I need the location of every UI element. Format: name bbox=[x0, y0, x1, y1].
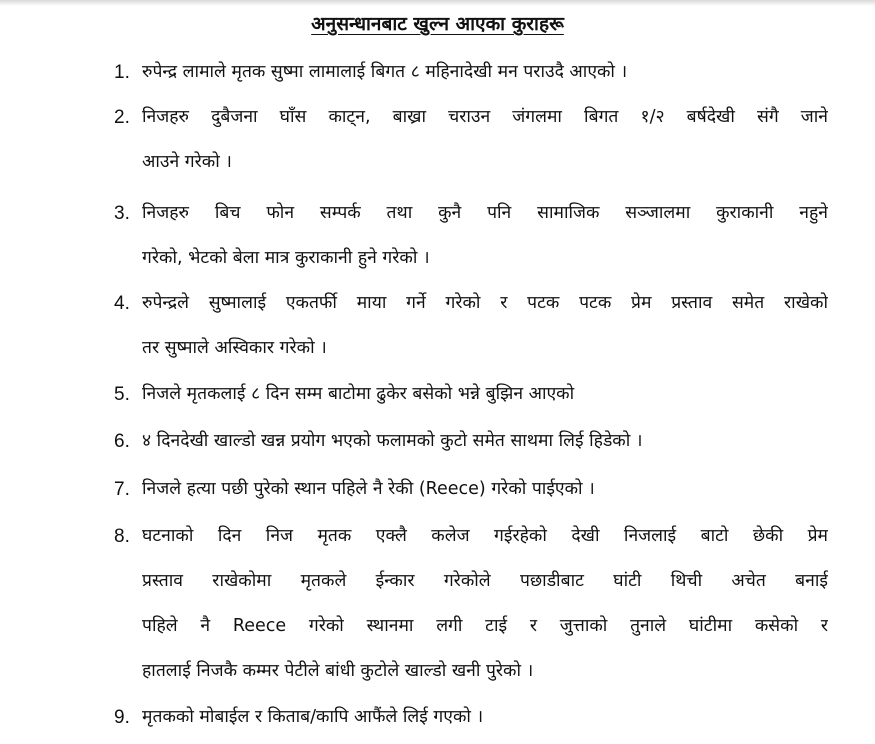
item-text-line: निजले हत्या पछी पुरेको स्थान पहिले नै रेकी (Reece) गरेको पाईएको । bbox=[142, 479, 595, 499]
item-number: 3. bbox=[114, 203, 130, 224]
item-text-line: प्रस्ताव राखेकोमा मृतकले ईन्कार गरेकोले पछाडीबाट घांटी थिची अचेत बनाई bbox=[142, 571, 828, 591]
item-text-line: पहिले नै Reece गरेको स्थानमा लगी टाई र जुत्ताको तुनाले घांटीमा कसेको र bbox=[142, 616, 828, 636]
item-text-line: मृतकको मोबाईल र किताब/कापि आफैंले लिई गएको । bbox=[142, 707, 484, 727]
item-text-line: तर सुष्माले अस्विकार गरेको । bbox=[142, 338, 327, 358]
item-text-line: रुपेन्द्रले सुष्मालाई एकतर्फी माया गर्ने गरेको र पटक पटक प्रेम प्रस्ताव समेत राखेको bbox=[142, 293, 828, 313]
item-text-line: घटनाको दिन निज मृतक एक्लै कलेज गईरहेको देखी निजलाई बाटो छेकी प्रेम bbox=[142, 526, 828, 546]
item-text-line: हातलाई निजकै कम्मर पेटीले बांधी कुटोले खाल्डो खनी पुरेको । bbox=[142, 661, 534, 681]
item-text-line: गरेको, भेटको बेला मात्र कुराकानी हुने गरेको । bbox=[142, 248, 430, 268]
item-text-line: आउने गरेको । bbox=[142, 152, 232, 172]
item-text-line: निजले मृतकलाई ८ दिन सम्म बाटोमा ढुकेर बसेको भन्ने बुझिन आएको bbox=[142, 384, 575, 404]
item-text-line: निजहरु दुबैजना घाँस काट्न, बाख्रा चराउन जंगलमा बिगत १/२ बर्षदेखी संगै जाने bbox=[142, 107, 828, 127]
item-text-line: निजहरु बिच फोन सम्पर्क तथा कुनै पनि सामाजिक सञ्जालमा कुराकानी नहुने bbox=[142, 203, 828, 223]
item-number: 7. bbox=[114, 479, 130, 500]
item-number: 5. bbox=[114, 384, 130, 405]
item-number: 9. bbox=[114, 707, 130, 728]
item-number: 1. bbox=[114, 62, 130, 83]
item-number: 4. bbox=[114, 293, 130, 314]
item-text-line: ४ दिनदेखी खाल्डो खन्न प्रयोग भएको फलामको कुटो समेत साथमा लिई हिडेको । bbox=[142, 431, 643, 451]
item-number: 8. bbox=[114, 526, 130, 547]
item-number: 6. bbox=[114, 431, 130, 452]
document-title: अनुसन्धानबाट खुल्न आएका कुराहरू bbox=[311, 13, 564, 35]
item-number: 2. bbox=[114, 107, 130, 128]
item-text-line: रुपेन्द्र लामाले मृतक सुष्मा लामालाई बिगत ८ महिनादेखी मन पराउदै आएको । bbox=[142, 62, 628, 82]
